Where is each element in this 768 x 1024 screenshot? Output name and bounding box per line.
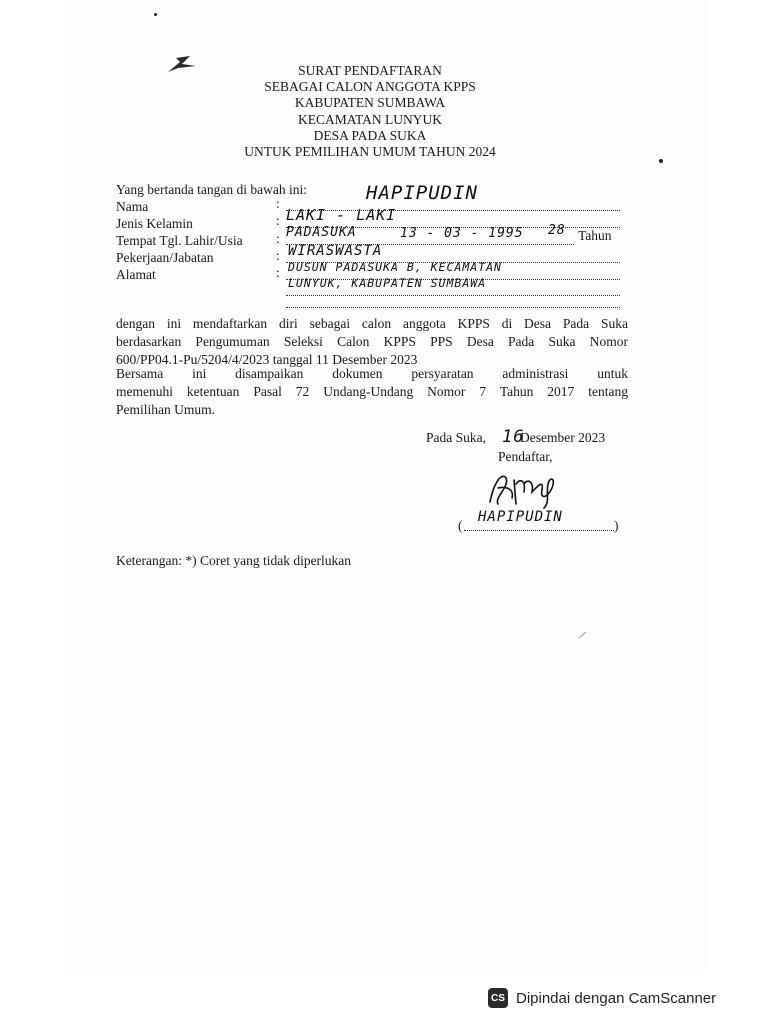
label-tahun: Tahun xyxy=(578,228,612,243)
label-nama: Nama xyxy=(116,199,149,214)
value-ttl-age: 28 xyxy=(548,223,566,238)
camscanner-icon: CS xyxy=(488,988,508,1008)
signature-place: Pada Suka, xyxy=(426,430,486,445)
colon: : xyxy=(276,196,280,211)
value-jenis-kelamin: LAKI - LAKI xyxy=(286,206,397,224)
heading-line: KECAMATAN LUNYUK xyxy=(297,111,443,127)
value-ttl-date: 13 - 03 - 1995 xyxy=(400,226,524,241)
camscanner-watermark xyxy=(474,980,764,1016)
footnote: Keterangan: *) Coret yang tidak diperlukan xyxy=(116,553,352,568)
heading-line: DESA PADA SUKA xyxy=(313,127,427,143)
stray-pen-mark xyxy=(578,630,588,640)
ink-smudge-mark xyxy=(166,52,200,78)
value-alamat-line2: LUNYUK, KABUPATEN SUMBAWA xyxy=(288,276,487,290)
body-line: berdasarkan Pengumuman Seleksi Calon KPPS PPS Desa Pada Suka Nomor xyxy=(116,334,628,349)
fill-line-alamat-3 xyxy=(286,307,620,308)
intro-text: Yang bertanda tangan di bawah ini: xyxy=(116,182,307,197)
scan-margin-right xyxy=(706,0,768,1024)
colon: : xyxy=(276,231,280,246)
fill-line-alamat-2 xyxy=(286,295,620,296)
body-line: Bersama ini disampaikan dokumen persyaratan administrasi untuk xyxy=(116,366,628,381)
body-paragraph-1 xyxy=(116,315,628,369)
scan-margin-left xyxy=(0,0,64,1024)
stray-dot-mark xyxy=(154,13,157,16)
label-pekerjaan: Pekerjaan/Jabatan xyxy=(116,250,214,265)
stray-dot-mark xyxy=(659,159,663,163)
value-alamat-line1: DUSUN PADASUKA B, KECAMATAN xyxy=(288,260,502,274)
signature-name-line xyxy=(464,530,614,531)
camscanner-label: Dipindai dengan CamScanner xyxy=(516,989,717,1007)
document-heading xyxy=(230,63,510,160)
handwritten-signature xyxy=(484,468,564,514)
heading-line: UNTUK PEMILIHAN UMUM TAHUN 2024 xyxy=(244,144,496,160)
colon: : xyxy=(276,265,280,280)
body-line: Pemilihan Umum. xyxy=(116,402,215,417)
signature-day: 16 xyxy=(502,427,525,447)
heading-line: SURAT PENDAFTARAN xyxy=(298,63,442,78)
signature-paren-close: ) xyxy=(614,518,619,533)
body-line: dengan ini mendaftarkan diri sebagai calon anggota KPPS di Desa Pada Suka xyxy=(116,316,628,331)
label-ttl: Tempat Tgl. Lahir/Usia xyxy=(116,233,243,248)
signature-date: Desember 2023 xyxy=(520,430,606,445)
label-jenis-kelamin: Jenis Kelamin xyxy=(116,216,193,231)
body-paragraph-2 xyxy=(116,365,628,419)
signature-role: Pendaftar, xyxy=(498,449,553,464)
value-pekerjaan: WIRASWASTA xyxy=(288,243,383,259)
body-line: memenuhi ketentuan Pasal 72 Undang-Undang Nomor 7 Tahun 2017 tentang xyxy=(116,384,628,399)
value-ttl-place: PADASUKA xyxy=(286,225,357,240)
signature-name: HAPIPUDIN xyxy=(478,509,563,525)
colon: : xyxy=(276,248,280,263)
heading-line: KABUPATEN SUMBAWA xyxy=(294,95,446,111)
label-alamat: Alamat xyxy=(116,267,156,282)
signature-paren-open: ( xyxy=(458,518,463,533)
colon: : xyxy=(276,213,280,228)
value-nama: HAPIPUDIN xyxy=(366,182,478,204)
heading-line: SEBAGAI CALON ANGGOTA KPPS xyxy=(264,79,476,95)
body-line: 600/PP04.1-Pu/5204/4/2023 tanggal 11 Desember 2023 xyxy=(116,352,418,367)
